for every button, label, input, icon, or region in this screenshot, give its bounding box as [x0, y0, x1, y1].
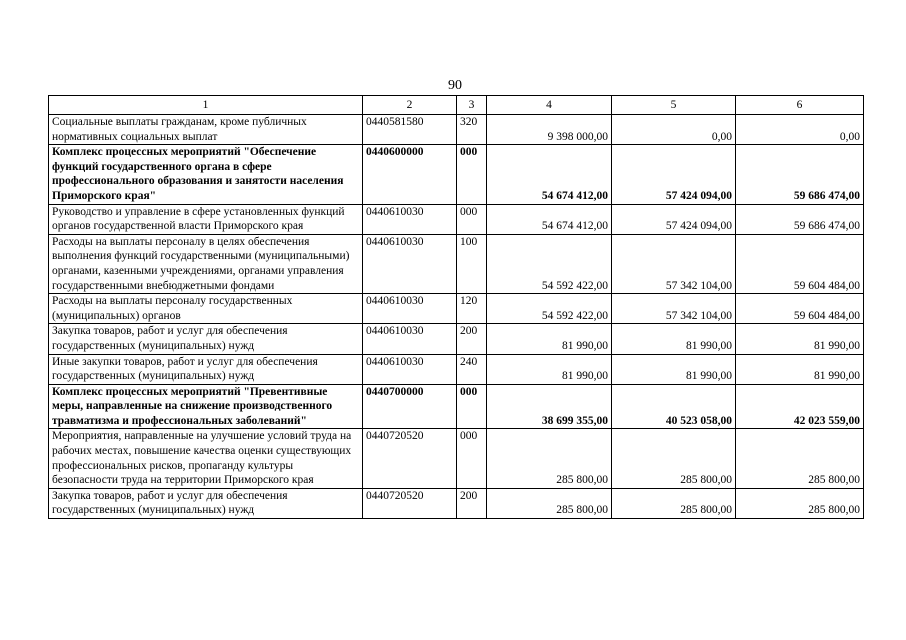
row-amount-1: 285 800,00	[487, 429, 612, 488]
row-amount-2: 285 800,00	[612, 429, 736, 488]
row-amount-1: 38 699 355,00	[487, 384, 612, 429]
row-amount-1: 54 592 422,00	[487, 294, 612, 324]
row-expense-type: 000	[457, 145, 487, 204]
row-target-code: 0440700000	[363, 384, 457, 429]
row-expense-type: 000	[457, 384, 487, 429]
column-header: 6	[736, 96, 864, 115]
row-expense-type: 240	[457, 354, 487, 384]
row-amount-3: 81 990,00	[736, 354, 864, 384]
row-target-code: 0440610030	[363, 324, 457, 354]
row-expense-type: 120	[457, 294, 487, 324]
column-header: 2	[363, 96, 457, 115]
table-row	[49, 145, 864, 204]
row-target-code: 0440600000	[363, 145, 457, 204]
row-amount-2: 81 990,00	[612, 354, 736, 384]
row-amount-3: 42 023 559,00	[736, 384, 864, 429]
table-row	[49, 324, 864, 354]
row-expense-type: 200	[457, 324, 487, 354]
table-row	[49, 204, 864, 234]
table-row	[49, 429, 864, 488]
row-target-code: 0440581580	[363, 115, 457, 145]
row-target-code: 0440720520	[363, 488, 457, 518]
table-row	[49, 488, 864, 518]
column-header: 5	[612, 96, 736, 115]
row-amount-2: 57 342 104,00	[612, 234, 736, 293]
row-expense-type: 320	[457, 115, 487, 145]
column-header: 4	[487, 96, 612, 115]
row-target-code: 0440720520	[363, 429, 457, 488]
row-name: Иные закупки товаров, работ и услуг для обеспечения государственных (муниципальных) нужд	[49, 354, 363, 384]
row-target-code: 0440610030	[363, 234, 457, 293]
row-amount-1: 9 398 000,00	[487, 115, 612, 145]
table-row	[49, 115, 864, 145]
row-name: Мероприятия, направленные на улучшение условий труда на рабочих местах, повышение качества оценки существующих профессиональных рисков, пропаганду культуры безопасности труда на территории Приморского края	[49, 429, 363, 488]
row-amount-1: 54 674 412,00	[487, 204, 612, 234]
row-amount-1: 54 674 412,00	[487, 145, 612, 204]
row-amount-2: 40 523 058,00	[612, 384, 736, 429]
row-amount-3: 59 604 484,00	[736, 234, 864, 293]
row-name: Закупка товаров, работ и услуг для обеспечения государственных (муниципальных) нужд	[49, 488, 363, 518]
table-row	[49, 234, 864, 293]
row-amount-2: 57 424 094,00	[612, 204, 736, 234]
row-expense-type: 000	[457, 429, 487, 488]
row-expense-type: 000	[457, 204, 487, 234]
row-target-code: 0440610030	[363, 354, 457, 384]
column-header: 1	[49, 96, 363, 115]
row-name: Комплекс процессных мероприятий "Обеспечение функций государственного органа в сфере профессионального образования и занятости населения Приморского края"	[49, 145, 363, 204]
row-amount-3: 81 990,00	[736, 324, 864, 354]
row-expense-type: 100	[457, 234, 487, 293]
row-name: Руководство и управление в сфере установленных функций органов государственной власти Приморского края	[49, 204, 363, 234]
row-name: Закупка товаров, работ и услуг для обеспечения государственных (муниципальных) нужд	[49, 324, 363, 354]
row-amount-2: 81 990,00	[612, 324, 736, 354]
row-amount-3: 59 604 484,00	[736, 294, 864, 324]
table-row	[49, 354, 864, 384]
table-header-row	[49, 96, 864, 115]
row-amount-2: 285 800,00	[612, 488, 736, 518]
row-target-code: 0440610030	[363, 204, 457, 234]
row-name: Комплекс процессных мероприятий "Превентивные меры, направленные на снижение производственного травматизма и профессиональных заболеваний"	[49, 384, 363, 429]
row-target-code: 0440610030	[363, 294, 457, 324]
row-amount-2: 0,00	[612, 115, 736, 145]
row-expense-type: 200	[457, 488, 487, 518]
row-name: Расходы на выплаты персоналу в целях обеспечения выполнения функций государственными (муниципальными) органами, казенными учреждениями, органами управления государственными внебюджетными фондами	[49, 234, 363, 293]
page-number: 90	[448, 78, 462, 93]
column-header: 3	[457, 96, 487, 115]
row-amount-3: 285 800,00	[736, 429, 864, 488]
row-amount-3: 285 800,00	[736, 488, 864, 518]
budget-table	[48, 95, 864, 519]
row-amount-2: 57 342 104,00	[612, 294, 736, 324]
row-amount-2: 57 424 094,00	[612, 145, 736, 204]
table-row	[49, 294, 864, 324]
row-amount-3: 59 686 474,00	[736, 204, 864, 234]
row-name: Расходы на выплаты персоналу государственных (муниципальных) органов	[49, 294, 363, 324]
row-amount-1: 54 592 422,00	[487, 234, 612, 293]
row-amount-3: 59 686 474,00	[736, 145, 864, 204]
table-row	[49, 384, 864, 429]
row-amount-1: 285 800,00	[487, 488, 612, 518]
row-amount-1: 81 990,00	[487, 354, 612, 384]
row-amount-1: 81 990,00	[487, 324, 612, 354]
row-amount-3: 0,00	[736, 115, 864, 145]
row-name: Социальные выплаты гражданам, кроме публичных нормативных социальных выплат	[49, 115, 363, 145]
